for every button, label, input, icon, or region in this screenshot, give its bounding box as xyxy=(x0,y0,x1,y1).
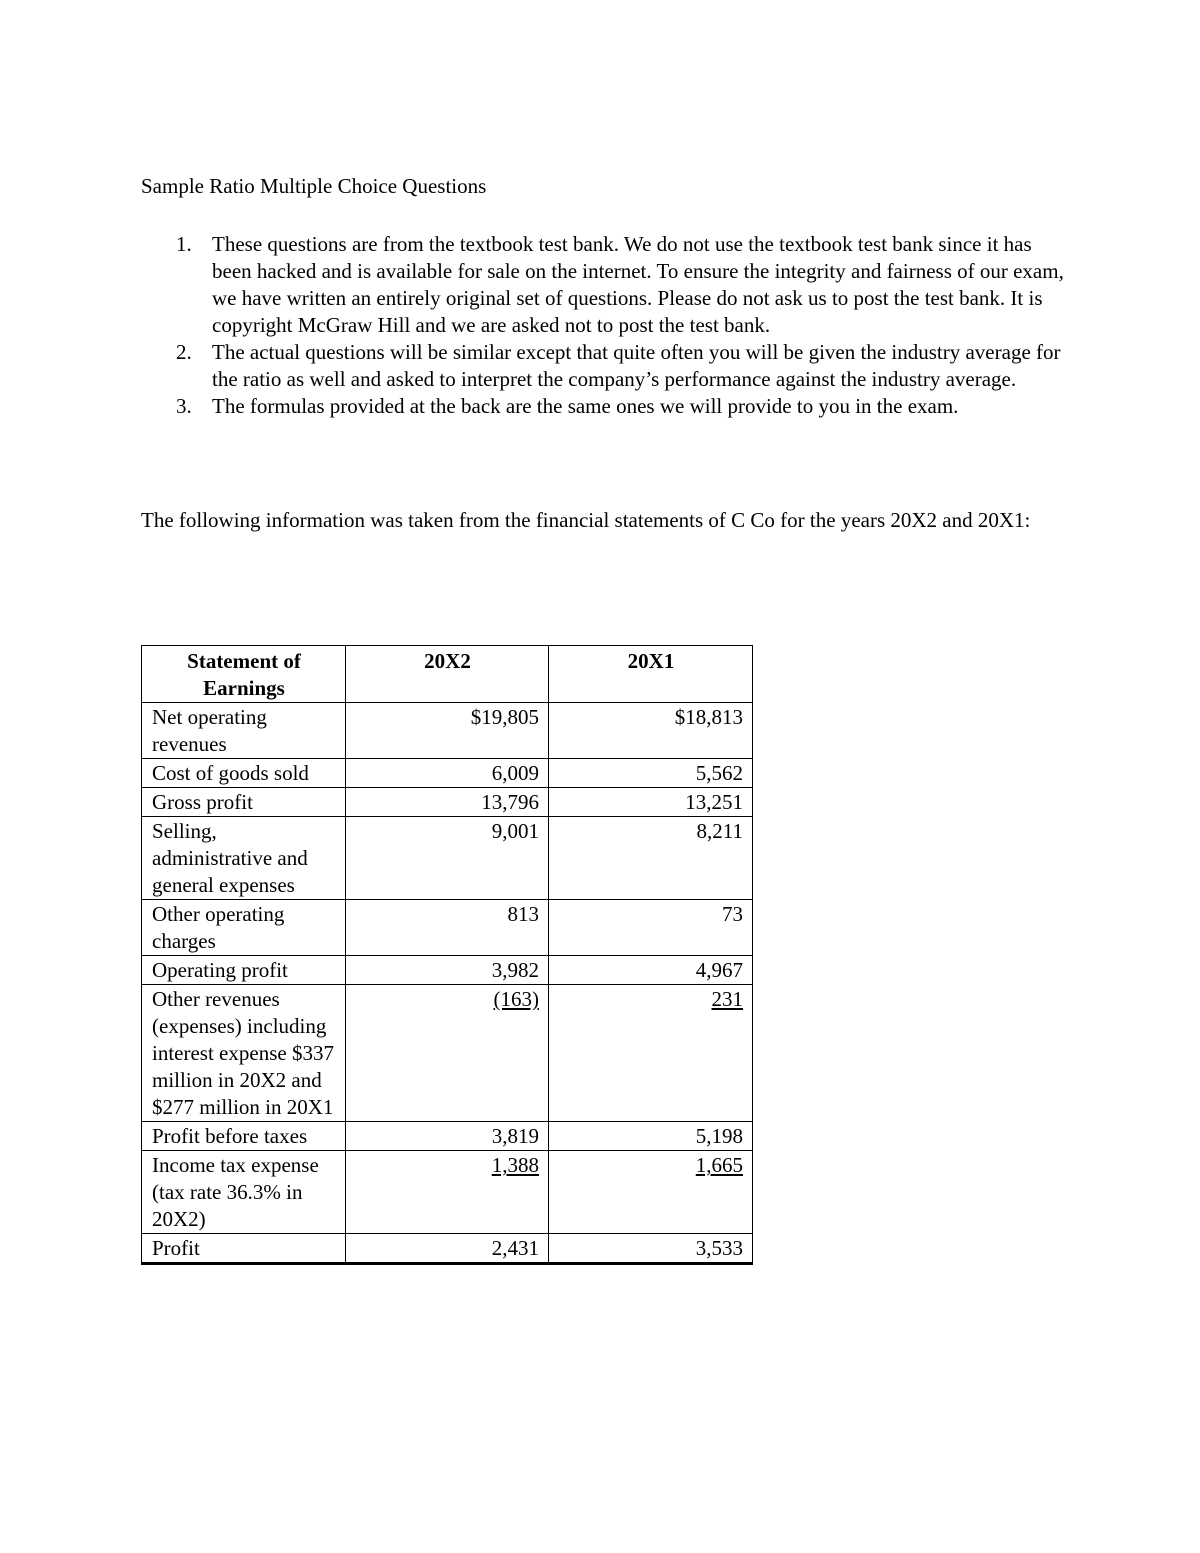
row-label: Net operating revenues xyxy=(142,703,346,759)
notes-list xyxy=(141,231,1066,420)
value-20x1: 5,562 xyxy=(549,759,753,788)
earnings-table xyxy=(141,645,753,1265)
row-label: Operating profit xyxy=(142,956,346,985)
value-20x1-cell xyxy=(549,1151,753,1234)
table-row xyxy=(142,985,753,1122)
value-20x2: 3,819 xyxy=(346,1122,549,1151)
table-row xyxy=(142,900,753,956)
list-item-number: 1. xyxy=(176,232,192,256)
page-title: Sample Ratio Multiple Choice Questions xyxy=(141,174,487,198)
table-row xyxy=(142,817,753,900)
header-20x2: 20X2 xyxy=(346,646,549,703)
row-label: Selling, administrative and general expenses xyxy=(142,817,346,900)
list-item xyxy=(141,393,1066,420)
value-20x2-cell xyxy=(346,985,549,1122)
table-row xyxy=(142,788,753,817)
list-item-text: These questions are from the textbook test bank. We do not use the textbook test bank since it has been hacked and is available for sale on the internet. To ensure the integrity and fairness of our exam, we have written an entirely original set of questions. Please do not ask us to post the test bank. It is copyright McGraw Hill and we are asked not to post the test bank. xyxy=(212,232,1064,337)
header-20x1: 20X1 xyxy=(549,646,753,703)
table-row xyxy=(142,703,753,759)
list-item-number: 3. xyxy=(176,394,192,418)
value-20x1: 73 xyxy=(549,900,753,956)
table-header-row xyxy=(142,646,753,703)
table-row xyxy=(142,1151,753,1234)
row-label: Profit xyxy=(142,1234,346,1264)
intro-paragraph: The following information was taken from the financial statements of C Co for the years 20X2 and 20X1: xyxy=(141,508,1031,532)
list-item xyxy=(141,231,1066,339)
value-20x2: (163) xyxy=(493,987,539,1011)
row-label: Other operating charges xyxy=(142,900,346,956)
row-label: Profit before taxes xyxy=(142,1122,346,1151)
row-label: Gross profit xyxy=(142,788,346,817)
table-row xyxy=(142,956,753,985)
value-20x2: 813 xyxy=(346,900,549,956)
value-20x2: $19,805 xyxy=(346,703,549,759)
list-item-text: The formulas provided at the back are the same ones we will provide to you in the exam. xyxy=(212,394,959,418)
value-20x2: 13,796 xyxy=(346,788,549,817)
value-20x2-cell xyxy=(346,1151,549,1234)
value-20x1-cell xyxy=(549,985,753,1122)
row-label: Other revenues (expenses) including interest expense $337 million in 20X2 and $277 million in 20X1 xyxy=(142,985,346,1122)
list-item-number: 2. xyxy=(176,340,192,364)
value-20x2: 1,388 xyxy=(491,1153,539,1177)
header-statement: Statement of Earnings xyxy=(142,646,346,703)
value-20x1: 4,967 xyxy=(549,956,753,985)
table-row xyxy=(142,1122,753,1151)
row-label: Income tax expense (tax rate 36.3% in 20X2) xyxy=(142,1151,346,1234)
value-20x2: 2,431 xyxy=(346,1234,549,1264)
value-20x1: 3,533 xyxy=(549,1234,753,1264)
value-20x1: 8,211 xyxy=(549,817,753,900)
row-label: Cost of goods sold xyxy=(142,759,346,788)
table-row xyxy=(142,1234,753,1264)
value-20x1: 231 xyxy=(711,987,743,1011)
list-item-text: The actual questions will be similar except that quite often you will be given the industry average for the ratio as well and asked to interpret the company’s performance against the industry average. xyxy=(212,340,1061,391)
value-20x2: 3,982 xyxy=(346,956,549,985)
value-20x1: 1,665 xyxy=(695,1153,743,1177)
value-20x1: $18,813 xyxy=(549,703,753,759)
value-20x2: 9,001 xyxy=(346,817,549,900)
value-20x1: 13,251 xyxy=(549,788,753,817)
list-item xyxy=(141,339,1066,393)
table-row xyxy=(142,759,753,788)
value-20x1: 5,198 xyxy=(549,1122,753,1151)
value-20x2: 6,009 xyxy=(346,759,549,788)
